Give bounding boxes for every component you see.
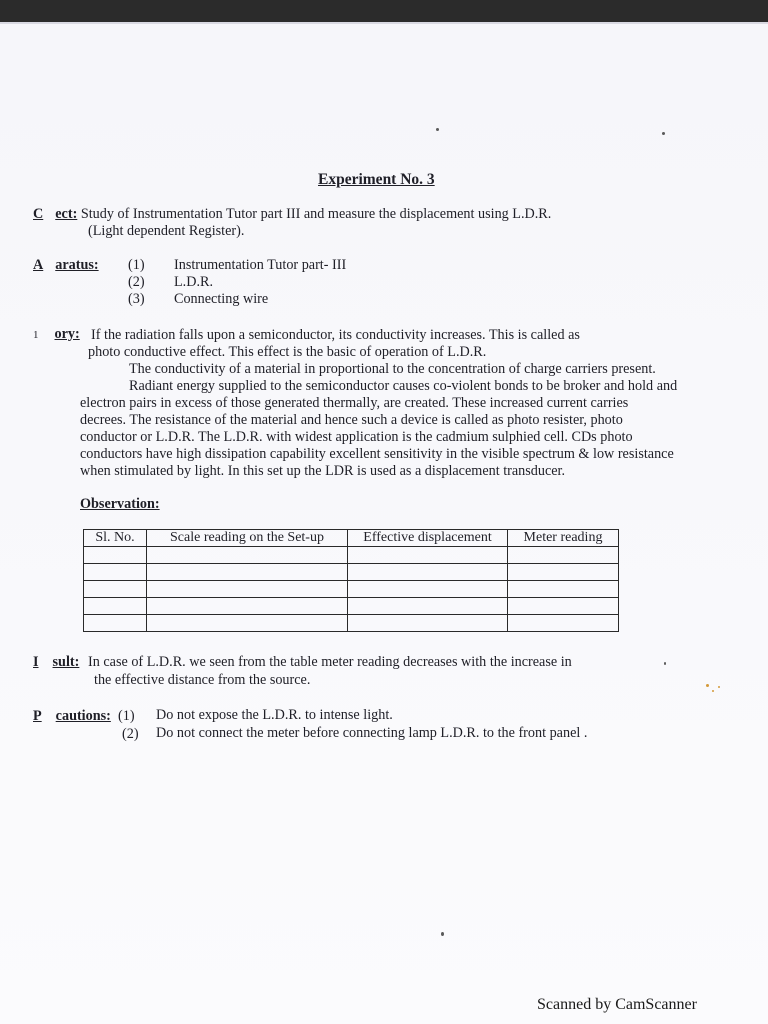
table-cell [147,564,348,581]
observation-table [83,529,619,632]
column-header: Effective displacement [348,530,508,547]
theory-line: when stimulated by light. In this set up the LDR is used as a displacement transducer. [80,463,566,479]
table-cell [84,564,147,581]
table-header-row [84,530,619,547]
table-cell [147,598,348,615]
precaution-item-num: (2) [122,726,139,742]
apparatus-item-text: Connecting wire [174,291,269,307]
dust-speck [436,128,439,131]
scanner-watermark: Scanned by CamScanner [537,996,697,1013]
dust-speck [441,932,444,936]
table-row [84,547,619,564]
result-heading-left: I [33,654,39,670]
table-cell [508,581,619,598]
precaution-item-text: Do not connect the meter before connecting lamp L.D.R. to the front panel . [156,725,588,741]
object-heading-right: ect: [55,206,78,222]
table-row [84,564,619,581]
theory-heading-right: ory: [54,326,80,342]
table-cell [508,564,619,581]
table-cell [348,581,508,598]
theory-line: decrees. The resistance of the material and hence such a device is called as photo resister, photo [80,412,623,428]
object-text-line1: Study of Instrumentation Tutor part III and measure the displacement using L.D.R. [80,206,552,222]
precautions-heading-right: cautions: [55,708,111,724]
theory-heading-left: 1 [33,329,39,341]
table-cell [147,615,348,632]
apparatus-heading-right: aratus: [55,257,99,273]
stain-speck [706,684,709,687]
theory-line: photo conductive effect. This effect is the basic of operation of L.D.R. [88,344,487,360]
precaution-item-text: Do not expose the L.D.R. to intense light. [156,707,393,723]
theory-line: If the radiation falls upon a semiconductor, its conductivity increases. This is called as [91,327,580,343]
result-heading [33,654,79,671]
theory-line: The conductivity of a material in proportional to the concentration of charge carriers present. [129,361,656,377]
theory-line: Radiant energy supplied to the semiconductor causes co-violent bonds to be broker and hold and [129,378,678,394]
table-cell [508,598,619,615]
table-cell [348,615,508,632]
apparatus-item-text: L.D.R. [174,274,214,290]
precaution-item-num: (1) [118,708,135,724]
precautions-heading [33,708,111,725]
column-header: Scale reading on the Set-up [147,530,348,547]
precautions-heading-left: P [33,708,42,724]
table-cell [147,581,348,598]
table-cell [147,547,348,564]
apparatus-heading-left: A [33,257,44,273]
apparatus-item-num: (1) [128,257,145,273]
observation-heading: Observation: [80,496,160,512]
page-edge [0,22,768,24]
table-cell [508,615,619,632]
apparatus-heading [33,257,99,274]
table-cell [348,598,508,615]
dust-speck [664,662,666,665]
table-cell [84,581,147,598]
object-text-line2: (Light dependent Register). [88,223,245,239]
table-row [84,615,619,632]
table-cell [84,615,147,632]
apparatus-item-text: Instrumentation Tutor part- III [174,257,347,273]
theory-heading [33,326,80,344]
theory-line: conductors have high dissipation capability excellent sensitivity in the visible spectrum & low resistance [80,446,674,462]
scan-top-border [0,0,768,22]
dust-speck [662,132,665,135]
table-cell [84,547,147,564]
stain-speck [712,690,714,692]
table-row [84,598,619,615]
page-title: Experiment No. 3 [318,171,435,188]
table-cell [348,547,508,564]
table-cell [348,564,508,581]
apparatus-item-num: (2) [128,274,145,290]
column-header: Meter reading [508,530,619,547]
apparatus-item-num: (3) [128,291,145,307]
table-cell [508,547,619,564]
table-cell [84,598,147,615]
object-section [33,206,551,223]
table-row [84,581,619,598]
column-header: Sl. No. [84,530,147,547]
theory-line: conductor or L.D.R. The L.D.R. with widest application is the cadmium sulphied cell. CDs photo [80,429,633,445]
object-heading-left: C [33,206,44,222]
result-heading-right: sult: [52,654,80,670]
result-text-line1: In case of L.D.R. we seen from the table meter reading decreases with the increase in [88,654,572,670]
stain-speck [718,686,720,688]
result-text-line2: the effective distance from the source. [94,672,311,688]
theory-line: electron pairs in excess of those generated thermally, are created. These increased current carries [80,395,629,411]
